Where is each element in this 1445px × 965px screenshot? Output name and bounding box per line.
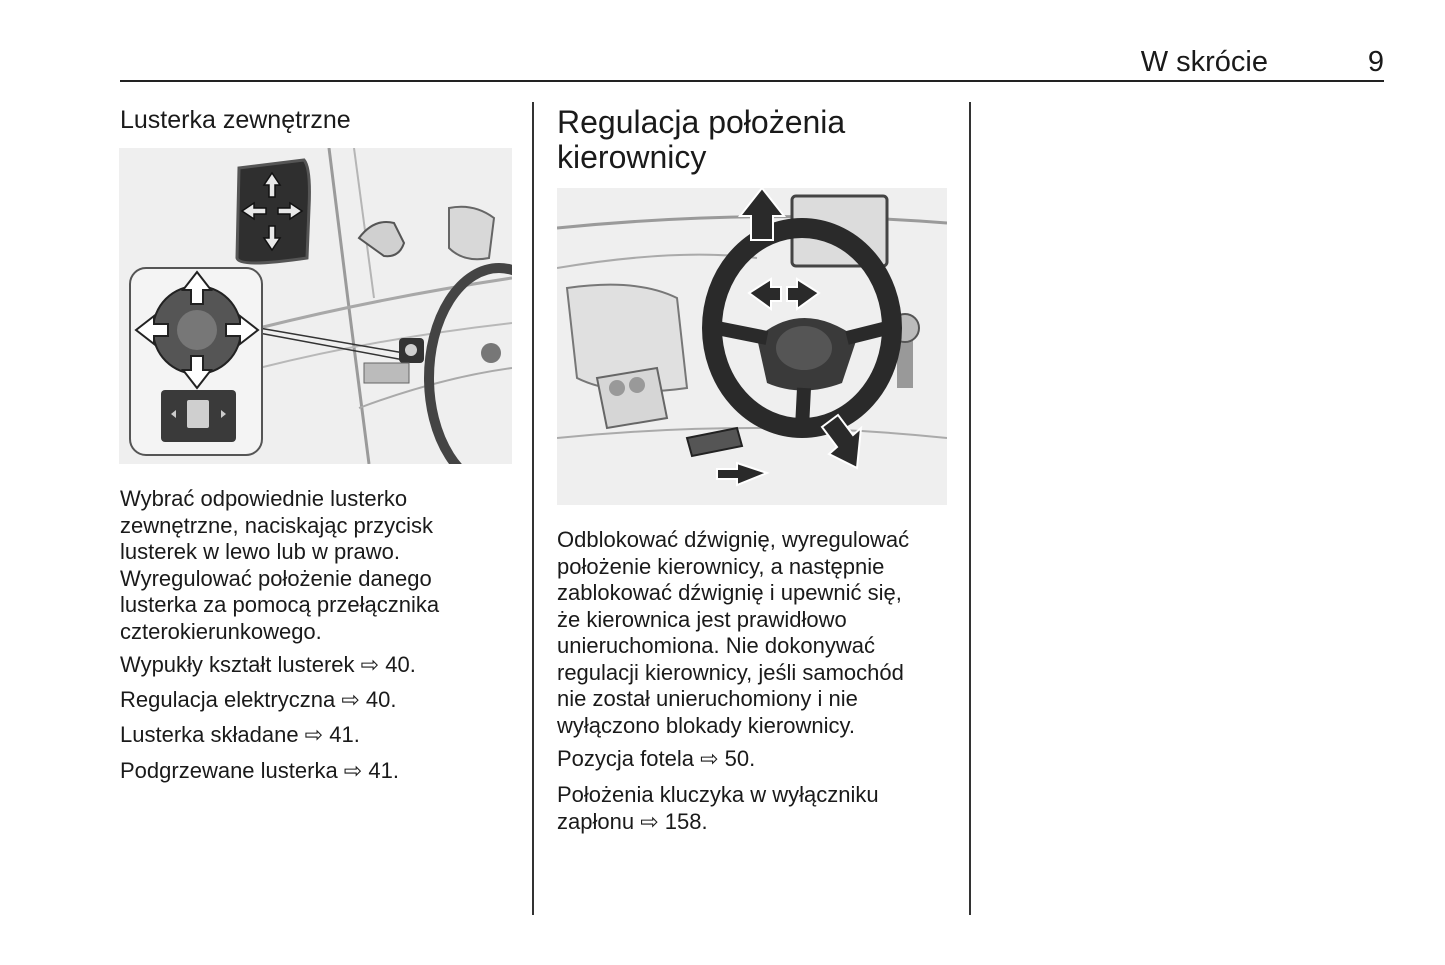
steering-paragraph	[557, 527, 957, 739]
page-number: 9	[1367, 46, 1384, 78]
cross-reference[interactable]: Podgrzewane lusterka ⇨ 41.	[120, 758, 399, 783]
fold-button-icon	[161, 390, 236, 442]
paragraph-line: Wybrać odpowiednie lusterko	[120, 486, 408, 511]
mirror-illustration	[119, 148, 512, 464]
section-title: W skrócie	[1140, 46, 1268, 78]
reference-page: 158.	[664, 808, 708, 834]
mirrors-paragraph	[120, 486, 520, 645]
reference-page: 41.	[368, 758, 399, 783]
paragraph-line: wyłączono blokady kierownicy.	[557, 712, 855, 738]
column-divider	[532, 102, 534, 915]
cross-reference[interactable]: Regulacja elektryczna ⇨ 40.	[120, 687, 397, 712]
cross-reference[interactable]: Wypukły kształt lusterek ⇨ 40.	[120, 652, 416, 677]
paragraph-line: Odblokować dźwignię, wyregulować	[557, 527, 910, 552]
mirror-switch-icon	[237, 160, 309, 263]
paragraph-line: Położenia kluczyka w wyłączniku	[557, 782, 879, 807]
cross-reference[interactable]: Pozycja fotela ⇨ 50.	[557, 746, 756, 771]
paragraph-line: nie został unieruchomiony i nie	[557, 686, 858, 711]
paragraph-line: lusterek w lewo lub w prawo.	[120, 539, 401, 564]
mirror-figure	[119, 148, 512, 464]
header-rule	[120, 80, 1384, 82]
paragraph-line: regulacji kierownicy, jeśli samochód	[557, 659, 904, 685]
steering-illustration	[557, 188, 947, 505]
paragraph-line: że kierownica jest prawidłowo	[557, 606, 847, 632]
paragraph-line: zablokować dźwignię i upewnić się,	[557, 580, 902, 605]
reference-page: 41.	[329, 722, 360, 747]
heading-line: Regulacja położenia	[557, 104, 846, 140]
paragraph-line: Wyregulować położenie danego	[120, 565, 432, 591]
reference-arrow-icon: ⇨	[640, 808, 659, 834]
reference-page: 40.	[365, 687, 397, 712]
reference-arrow-icon: ⇨	[700, 746, 719, 771]
steering-figure	[557, 188, 947, 505]
mirrors-heading: Lusterka zewnętrzne	[120, 106, 351, 134]
paragraph-line: czterokierunkowego.	[120, 618, 322, 644]
column-divider	[969, 102, 971, 915]
reference-arrow-icon: ⇨	[341, 687, 360, 712]
paragraph-line: położenie kierownicy, a następnie	[557, 553, 885, 579]
steering-heading	[557, 105, 845, 175]
paragraph-line: unieruchomiona. Nie dokonywać	[557, 633, 875, 658]
heading-line: kierownicy	[557, 139, 707, 175]
reference-page: 40.	[385, 652, 416, 677]
paragraph-line: lusterka za pomocą przełącznika	[120, 592, 440, 617]
reference-page: 50.	[724, 746, 756, 771]
cross-reference[interactable]: Położenia kluczyka w wyłączniku zapłonu ⇨ 158.	[557, 782, 957, 835]
reference-arrow-icon: ⇨	[360, 652, 380, 677]
cross-reference[interactable]: Lusterka składane ⇨ 41.	[120, 722, 360, 747]
paragraph-line: zewnętrzne, naciskając przycisk	[120, 512, 434, 538]
reference-arrow-icon: ⇨	[304, 722, 324, 747]
reference-arrow-icon: ⇨	[343, 758, 363, 783]
